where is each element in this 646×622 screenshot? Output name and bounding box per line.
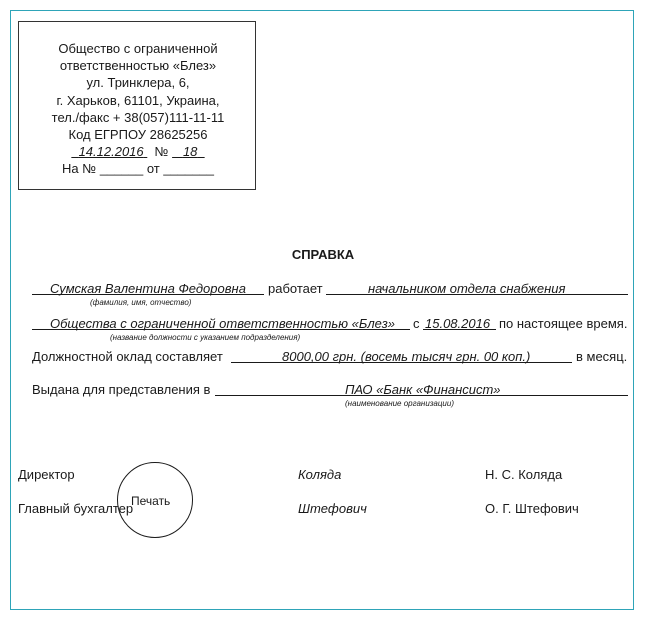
stamp-out-number: 18 (182, 144, 198, 160)
stamp-out-date: 14.12.2016 (78, 144, 144, 160)
stamp-outgoing-row (19, 143, 257, 160)
corner-stamp (18, 21, 256, 190)
stamp-in-label: На № (62, 161, 97, 177)
issued-for-label: Выдана для представления в (32, 382, 211, 397)
stamp-incoming-row: На № ______ от _______ (62, 161, 214, 177)
document-title: СПРАВКА (291, 247, 355, 262)
from-label: с (413, 316, 420, 331)
till-now-label: по настоящее время. (499, 316, 628, 331)
recipient-name: ПАО «Банк «Финансист» (345, 382, 501, 397)
stamp-line-1: Общество с ограниченной (58, 41, 218, 56)
stamp-line-2: ответственностью «Блез» (59, 58, 217, 74)
accountant-signature: Штефович (298, 501, 367, 516)
stamp-line-3: ул. Тринклера, 6, (86, 75, 190, 91)
organization-name: Общества с ограниченной ответственностью «Блез» (50, 316, 396, 331)
seal-label: Печать (131, 494, 171, 508)
accountant-name: О. Г. Штефович (485, 501, 579, 516)
director-title: Директор (18, 467, 75, 482)
salary-amount: 8000,00 грн. (восемь тысяч грн. 00 коп.) (282, 349, 531, 364)
stamp-line-6: Код ЕГРПОУ 28625256 (68, 127, 208, 143)
stamp-num-label: № (154, 144, 169, 160)
per-month-label: в месяц. (576, 349, 628, 364)
position-caption: (название должности с указанием подразделения) (110, 333, 301, 342)
start-date: 15.08.2016 (425, 316, 491, 331)
stamp-line-4: г. Харьков, 61101, Украина, (56, 92, 220, 108)
employee-name: Сумская Валентина Федоровна (50, 281, 246, 296)
director-signature: Коляда (298, 467, 342, 482)
salary-label: Должностной оклад составляет (32, 349, 223, 364)
name-caption: (фамилия, имя, отчество) (90, 298, 192, 307)
stamp-text (19, 40, 257, 178)
director-name: Н. С. Коляда (485, 467, 563, 482)
recipient-caption: (наименование организации) (345, 399, 454, 408)
accountant-title: Главный бухгалтер (18, 501, 134, 516)
works-label: работает (268, 281, 323, 296)
stamp-from-label: от (146, 161, 160, 177)
employee-position: начальником отдела снабжения (368, 281, 566, 296)
stamp-line-5: тел./факс + 38(057)111-11-11 (51, 109, 225, 125)
